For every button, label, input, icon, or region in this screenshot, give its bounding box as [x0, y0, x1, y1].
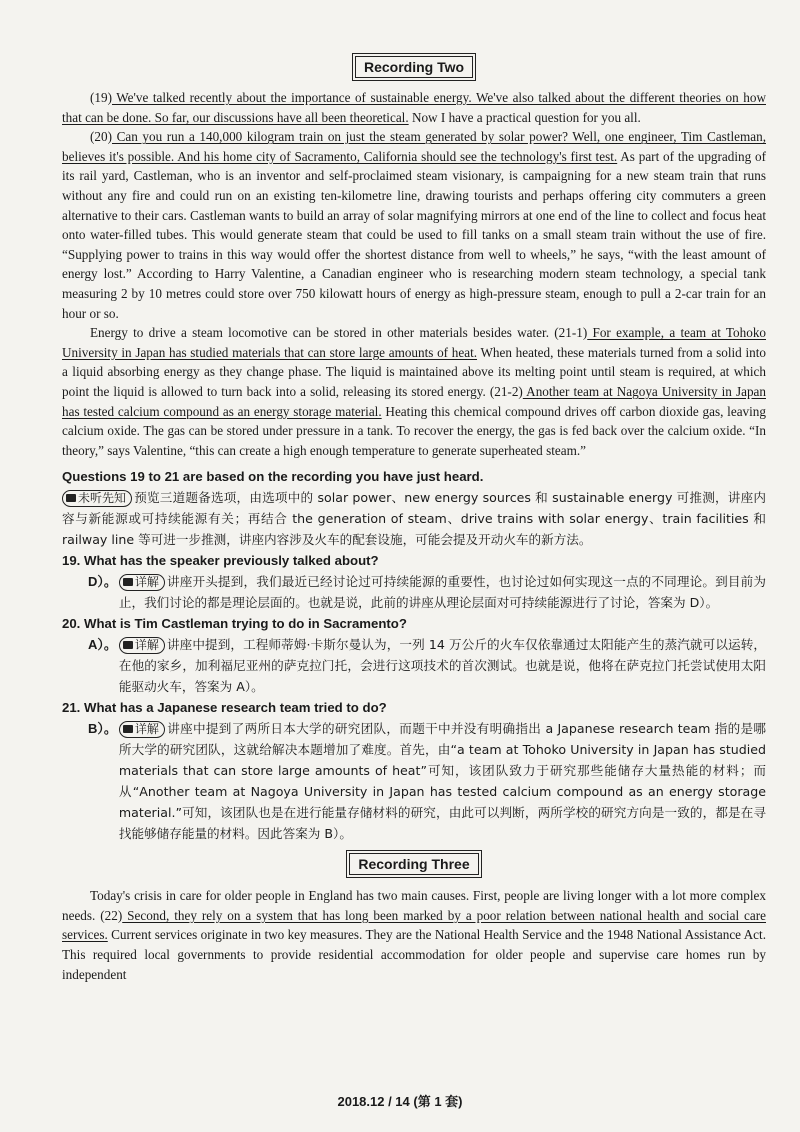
recording-two-paragraph-3: Energy to drive a steam locomotive can be stored in other materials besides water. (21-1) For example, a team at Tohoko University in Japan has studied materials that can store large amounts of heat. When heated, these materials turned from a solid into a liquid absorbing energy as they change phase. The liquid is maintained above its melting point until steam is required, at which point the liquid is allowed to turn back into a solid, releasing its stored energy. (21-2) Another team at Nagoya University in Japan has tested calcium compound as an energy storage material. Heating this chemical compound drives off carbon dioxide gas, leaving calcium oxide. The gas can be stored under pressure in a tank. To recover the energy, the gas is fed back over the calcium oxide. “In theory,” says Valentine, “this can create a high enough temperature to generate superheated steam.” [62, 325, 767, 458]
recording-three-paragraph-1: Today's crisis in care for older people in England has two main causes. First, people are living longer with a lot more complex needs. (22) Second, they rely on a system that has long been marked by a poor relation between national health and social care services. Current services originate in two key measures. They are the National Health Service and the 1948 National Assistance Act. This required local governments to provide residential accommodation for older people and supervise care homes run by independent [62, 888, 766, 982]
detail-tag: 详解 [119, 721, 165, 738]
question-19: 19. What has the speaker previously talked about? [62, 553, 379, 569]
recording-two-heading: Recording Two [355, 56, 473, 78]
preview-tag: 未听先知 [62, 490, 132, 507]
book-icon [123, 725, 133, 733]
recording-two-paragraph-2: (20) Can you run a 140,000 kilogram train on just the steam generated by solar power? Well, one engineer, Tim Castleman, believes it's possible. And his home city of Sacramento, California should see the technology's first test. As part of the upgrading of its rail yard, Castleman, who is an inventor and self-proclaimed steam visionary, is campaigning for a new steam train that runs without any fire and could run on an existing ten-kilometre line, drawing tourists and perhaps offering city commuters a green alternative to their cars. Castleman wants to build an array of solar magnifying mirrors at one end of the line to collect and focus heat onto water-filled tubes. This would generate steam that could be used to fill tanks on a small steam train without the use of fire. “Supplying power to trains in this way would offer the shortest distance from well to wheels,” he says, “with the least amount of energy lost.” According to Harry Valentine, a Canadian engineer who is researching modern steam technology, a special tank measuring 2 by 10 metres could store over 750 kilowatt hours of energy as high-pressure steam, enough to pull a 2-car train for an hour or so. [62, 129, 767, 321]
detail-tag: 详解 [119, 574, 165, 591]
page-footer: 2018.12 / 14 (第 1 套) [337, 1094, 463, 1109]
book-icon [123, 641, 133, 649]
answer-letter: A）。 [88, 637, 117, 653]
answer-20: A）。 详解 讲座中提到，工程师蒂姆·卡斯尔曼认为，一列 14 万公斤的火车仅依靠通过太阳能产生的蒸汽就可以运转，在他的家乡，加利福尼亚州的萨克拉门托，会进行这项技术的首次测试。也就是说，他将在萨克拉门托尝试使用太阳能驱动火车，答案为 A）。 [62, 634, 766, 697]
question-21: 21. What has a Japanese research team tried to do? [62, 700, 387, 716]
book-icon [123, 578, 133, 586]
questions-intro: Questions 19 to 21 are based on the recording you have just heard. [62, 469, 484, 485]
answer-21: B）。 详解 讲座中提到了两所日本大学的研究团队，而题干中并没有明确指出 a Japanese research team 指的是哪所大学的研究团队，这就给解决本题增加了难度。首先，由“a team at Tohoko University in Japan has studied materials that can store large amounts of heat”可知，该团队致力于研究那些能储存大量热能的材料；而从“Another team at Nagoya University in Japan has tested calcium compound as an energy storage material.”可知，该团队也是在进行能量存储材料的研究，由此可以判断，两所学校的研究方向是一致的，都是在寻找能够储存能量的材料。因此答案为 B）。 [62, 718, 766, 844]
answer-letter: B）。 [88, 721, 117, 737]
answer-letter: D）。 [88, 574, 117, 590]
book-icon [66, 494, 76, 502]
answer-19: D）。 详解 讲座开头提到，我们最近已经讨论过可持续能源的重要性，也讨论过如何实现这一点的不同理论。到目前为止，我们讨论的都是理论层面的。也就是说，此前的讲座从理论层面对可持续能源进行了讨论，答案为 D）。 [62, 571, 766, 613]
question-20: 20. What is Tim Castleman trying to do in Sacramento? [62, 616, 407, 632]
preview-note: 未听先知 预览三道题备选项，由选项中的 solar power、new energy sources 和 sustainable energy 可推测，讲座内容与新能源或可持续能源有关；再结合 the generation of steam、drive trains with solar energy、train facilities 和 railway line 等可进一步推测，讲座内容涉及火车的配套设施，可能会提及开动火车的新方法。 [62, 490, 766, 548]
recording-three-heading: Recording Three [349, 853, 478, 875]
detail-tag: 详解 [119, 637, 165, 654]
recording-two-paragraph-1: (19) We've talked recently about the importance of sustainable energy. We've also talked about the different theories on how that can be done. So far, our discussions have all been theoretical. Now I have a practical question for you all. [62, 90, 766, 125]
